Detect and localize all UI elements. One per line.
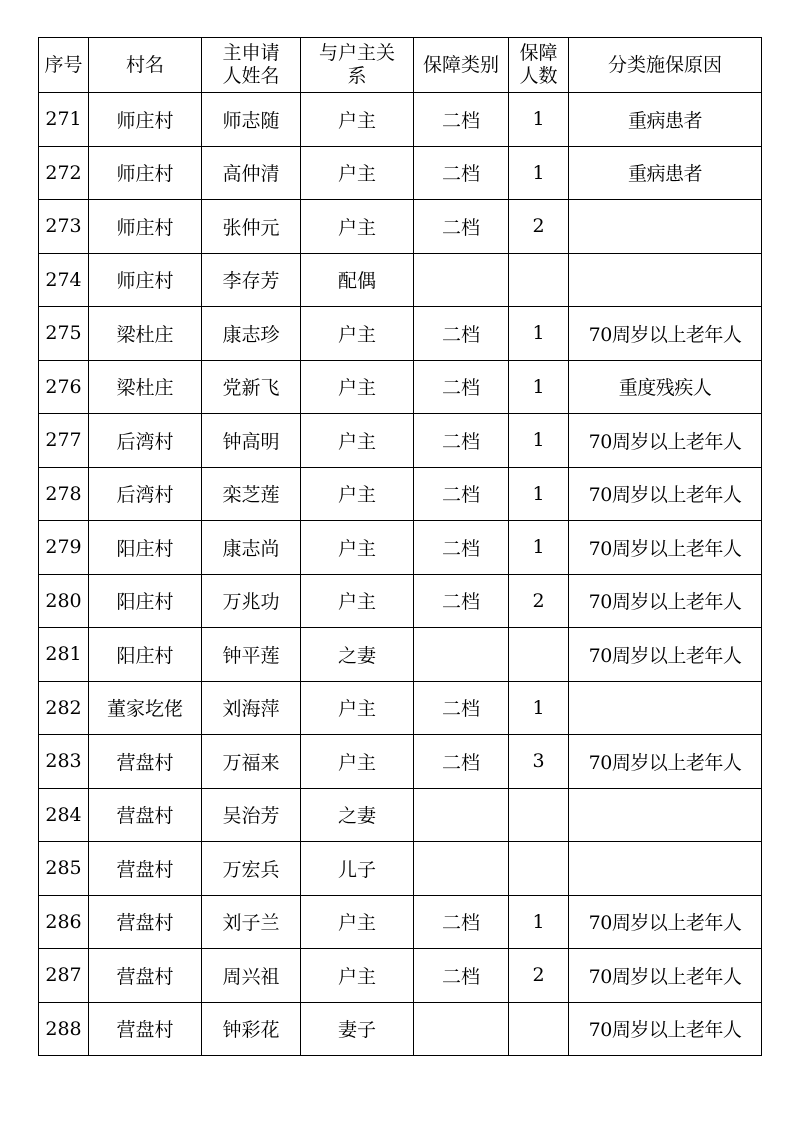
cell-seq: 276 (39, 360, 89, 414)
cell-relation: 户主 (301, 93, 414, 147)
cell-applicant-name: 李存芳 (202, 253, 301, 307)
cell-village: 营盘村 (89, 1002, 202, 1056)
cell-category: 二档 (414, 521, 509, 575)
cell-applicant-name: 万福来 (202, 735, 301, 789)
cell-village: 师庄村 (89, 200, 202, 254)
cell-relation: 户主 (301, 467, 414, 521)
cell-relation: 儿子 (301, 842, 414, 896)
table-row (39, 788, 762, 842)
cell-relation: 户主 (301, 360, 414, 414)
cell-category: 二档 (414, 93, 509, 147)
cell-relation: 之妻 (301, 788, 414, 842)
cell-relation: 户主 (301, 146, 414, 200)
table-row (39, 200, 762, 254)
cell-seq: 285 (39, 842, 89, 896)
cell-seq: 278 (39, 467, 89, 521)
cell-reason: 70周岁以上老年人 (569, 307, 762, 361)
cell-count: 1 (509, 414, 569, 468)
cell-seq: 286 (39, 895, 89, 949)
cell-reason: 70周岁以上老年人 (569, 467, 762, 521)
cell-category (414, 628, 509, 682)
cell-village: 营盘村 (89, 895, 202, 949)
cell-village: 后湾村 (89, 467, 202, 521)
table-row (39, 1002, 762, 1056)
cell-count: 1 (509, 467, 569, 521)
table-row (39, 628, 762, 682)
cell-applicant-name: 钟彩花 (202, 1002, 301, 1056)
table-row (39, 93, 762, 147)
table-row (39, 681, 762, 735)
cell-applicant-name: 钟平莲 (202, 628, 301, 682)
table-row (39, 253, 762, 307)
cell-count: 1 (509, 307, 569, 361)
cell-category: 二档 (414, 146, 509, 200)
cell-category: 二档 (414, 467, 509, 521)
cell-count (509, 842, 569, 896)
cell-category: 二档 (414, 360, 509, 414)
cell-applicant-name: 刘海萍 (202, 681, 301, 735)
cell-reason (569, 842, 762, 896)
cell-reason: 70周岁以上老年人 (569, 628, 762, 682)
cell-reason: 70周岁以上老年人 (569, 414, 762, 468)
cell-relation: 户主 (301, 414, 414, 468)
cell-village: 营盘村 (89, 842, 202, 896)
table-row (39, 735, 762, 789)
cell-applicant-name: 万宏兵 (202, 842, 301, 896)
cell-relation: 户主 (301, 200, 414, 254)
cell-category: 二档 (414, 949, 509, 1003)
assistance-roster-table (38, 37, 762, 1056)
cell-village: 营盘村 (89, 788, 202, 842)
cell-village: 营盘村 (89, 735, 202, 789)
header-seq: 序号 (39, 38, 89, 93)
header-count: 保障人数 (509, 38, 569, 93)
cell-village: 梁杜庄 (89, 307, 202, 361)
cell-count: 1 (509, 521, 569, 575)
cell-reason: 70周岁以上老年人 (569, 521, 762, 575)
table-row (39, 842, 762, 896)
cell-applicant-name: 党新飞 (202, 360, 301, 414)
cell-seq: 275 (39, 307, 89, 361)
cell-count: 1 (509, 93, 569, 147)
cell-applicant-name: 康志珍 (202, 307, 301, 361)
cell-seq: 277 (39, 414, 89, 468)
cell-category (414, 788, 509, 842)
cell-count: 1 (509, 895, 569, 949)
cell-reason (569, 788, 762, 842)
cell-relation: 妻子 (301, 1002, 414, 1056)
cell-count: 1 (509, 360, 569, 414)
cell-relation: 户主 (301, 307, 414, 361)
table-row (39, 467, 762, 521)
cell-count (509, 788, 569, 842)
cell-category: 二档 (414, 735, 509, 789)
cell-reason: 70周岁以上老年人 (569, 1002, 762, 1056)
cell-count: 1 (509, 681, 569, 735)
cell-seq: 284 (39, 788, 89, 842)
table-row (39, 895, 762, 949)
cell-village: 营盘村 (89, 949, 202, 1003)
cell-reason (569, 253, 762, 307)
cell-count (509, 253, 569, 307)
cell-count (509, 1002, 569, 1056)
cell-applicant-name: 钟高明 (202, 414, 301, 468)
table-row (39, 521, 762, 575)
cell-category: 二档 (414, 307, 509, 361)
header-reason: 分类施保原因 (569, 38, 762, 93)
cell-relation: 之妻 (301, 628, 414, 682)
cell-village: 师庄村 (89, 93, 202, 147)
table-row (39, 360, 762, 414)
cell-reason: 重度残疾人 (569, 360, 762, 414)
cell-seq: 272 (39, 146, 89, 200)
cell-village: 师庄村 (89, 146, 202, 200)
cell-category: 二档 (414, 681, 509, 735)
header-relation: 与户主关系 (301, 38, 414, 93)
cell-reason: 重病患者 (569, 93, 762, 147)
table-header-row (39, 38, 762, 93)
cell-applicant-name: 康志尚 (202, 521, 301, 575)
cell-applicant-name: 周兴祖 (202, 949, 301, 1003)
cell-village: 梁杜庄 (89, 360, 202, 414)
cell-village: 后湾村 (89, 414, 202, 468)
cell-relation: 户主 (301, 949, 414, 1003)
cell-seq: 281 (39, 628, 89, 682)
cell-category (414, 253, 509, 307)
cell-count: 2 (509, 949, 569, 1003)
cell-count (509, 628, 569, 682)
cell-reason (569, 200, 762, 254)
cell-applicant-name: 栾芝莲 (202, 467, 301, 521)
cell-seq: 280 (39, 574, 89, 628)
cell-village: 阳庄村 (89, 521, 202, 575)
cell-seq: 271 (39, 93, 89, 147)
cell-village: 师庄村 (89, 253, 202, 307)
cell-applicant-name: 万兆功 (202, 574, 301, 628)
cell-applicant-name: 刘子兰 (202, 895, 301, 949)
cell-seq: 283 (39, 735, 89, 789)
cell-count: 2 (509, 574, 569, 628)
cell-reason: 重病患者 (569, 146, 762, 200)
cell-reason: 70周岁以上老年人 (569, 574, 762, 628)
cell-relation: 户主 (301, 521, 414, 575)
cell-relation: 户主 (301, 574, 414, 628)
cell-relation: 户主 (301, 735, 414, 789)
cell-village: 阳庄村 (89, 628, 202, 682)
cell-seq: 287 (39, 949, 89, 1003)
cell-count: 2 (509, 200, 569, 254)
cell-count: 3 (509, 735, 569, 789)
cell-reason: 70周岁以上老年人 (569, 735, 762, 789)
cell-category: 二档 (414, 895, 509, 949)
cell-reason: 70周岁以上老年人 (569, 949, 762, 1003)
cell-applicant-name: 吴治芳 (202, 788, 301, 842)
cell-seq: 288 (39, 1002, 89, 1056)
cell-relation: 户主 (301, 895, 414, 949)
cell-seq: 274 (39, 253, 89, 307)
cell-seq: 282 (39, 681, 89, 735)
cell-village: 阳庄村 (89, 574, 202, 628)
cell-count: 1 (509, 146, 569, 200)
cell-reason (569, 681, 762, 735)
cell-category (414, 842, 509, 896)
header-applicant: 主申请人姓名 (202, 38, 301, 93)
cell-reason: 70周岁以上老年人 (569, 895, 762, 949)
table-row (39, 574, 762, 628)
cell-applicant-name: 高仲清 (202, 146, 301, 200)
cell-seq: 279 (39, 521, 89, 575)
cell-category: 二档 (414, 574, 509, 628)
cell-seq: 273 (39, 200, 89, 254)
cell-relation: 配偶 (301, 253, 414, 307)
cell-category (414, 1002, 509, 1056)
header-village: 村名 (89, 38, 202, 93)
cell-village: 董家圪佬 (89, 681, 202, 735)
cell-relation: 户主 (301, 681, 414, 735)
table-row (39, 949, 762, 1003)
table-body (39, 93, 762, 1056)
cell-applicant-name: 张仲元 (202, 200, 301, 254)
table-row (39, 307, 762, 361)
cell-category: 二档 (414, 200, 509, 254)
table-row (39, 414, 762, 468)
cell-category: 二档 (414, 414, 509, 468)
header-category: 保障类别 (414, 38, 509, 93)
cell-applicant-name: 师志随 (202, 93, 301, 147)
table-row (39, 146, 762, 200)
